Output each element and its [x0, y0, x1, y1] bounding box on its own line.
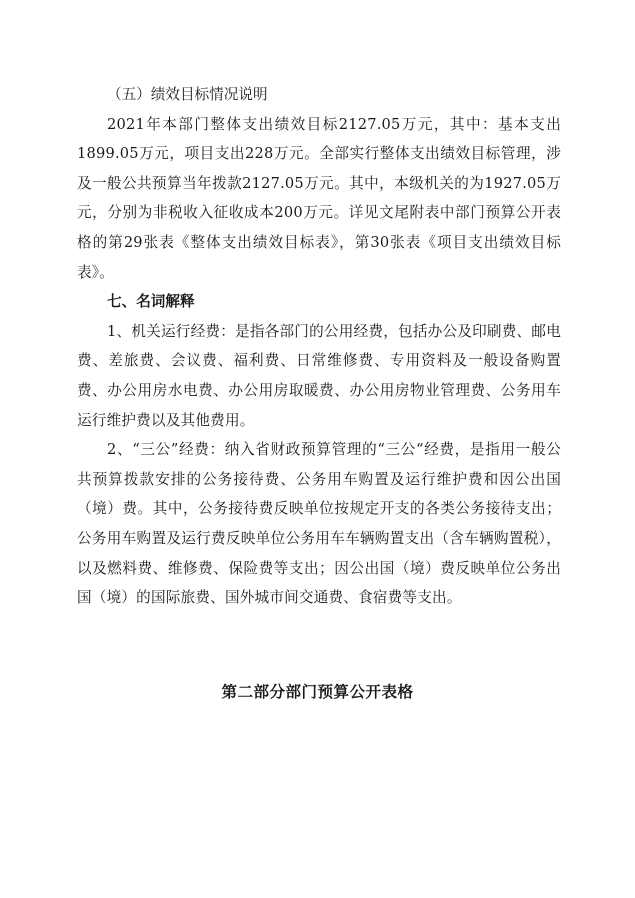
part-two-title: 第二部分部门预算公开表格 [221, 683, 414, 701]
document-body [77, 80, 561, 613]
glossary-item-operating-expenses: 1、机关运行经费：是指各部门的公用经费，包括办公及印刷费、邮电费、差旅费、会议费、福利费、日常维修费、专用资料及一般设备购置费、办公用房水电费、办公用房取暖费、办公用房物业管理费、公务用车运行维护费以及其他费用。 [77, 322, 561, 429]
glossary-item-three-public-expenses: 2、“三公”经费：纳入省财政预算管理的“三公“经费，是指用一般公共预算拨款安排的公务接待费、公务用车购置及运行维护费和因公出国（境）费。其中，公务接待费反映单位按规定开支的各类公务接待支出；公务用车购置及运行费反映单位公务用车车辆购置支出（含车辆购置税），以及燃料费、维修费、保险费等支出；因公出国（境）费反映单位公务出国（境）的国际旅费、国外城市间交通费、食宿费等支出。 [77, 441, 561, 607]
performance-goals-heading: （五）绩效目标情况说明 [107, 86, 268, 103]
performance-goals-paragraph: 2021年本部门整体支出绩效目标2127.05万元，其中：基本支出1899.05万元，项目支出228万元。全部实行整体支出绩效目标管理，涉及一般公共预算当年拨款2127.05万元。其中，本级机关的为1927.05万元，分别为非税收入征收成本200万元。详见文尾附表中部门预算公开表格的第29张表《整体支出绩效目标表》，第30张表《项目支出绩效目标表》。 [77, 115, 561, 281]
glossary-heading: 七、名词解释 [107, 293, 195, 311]
